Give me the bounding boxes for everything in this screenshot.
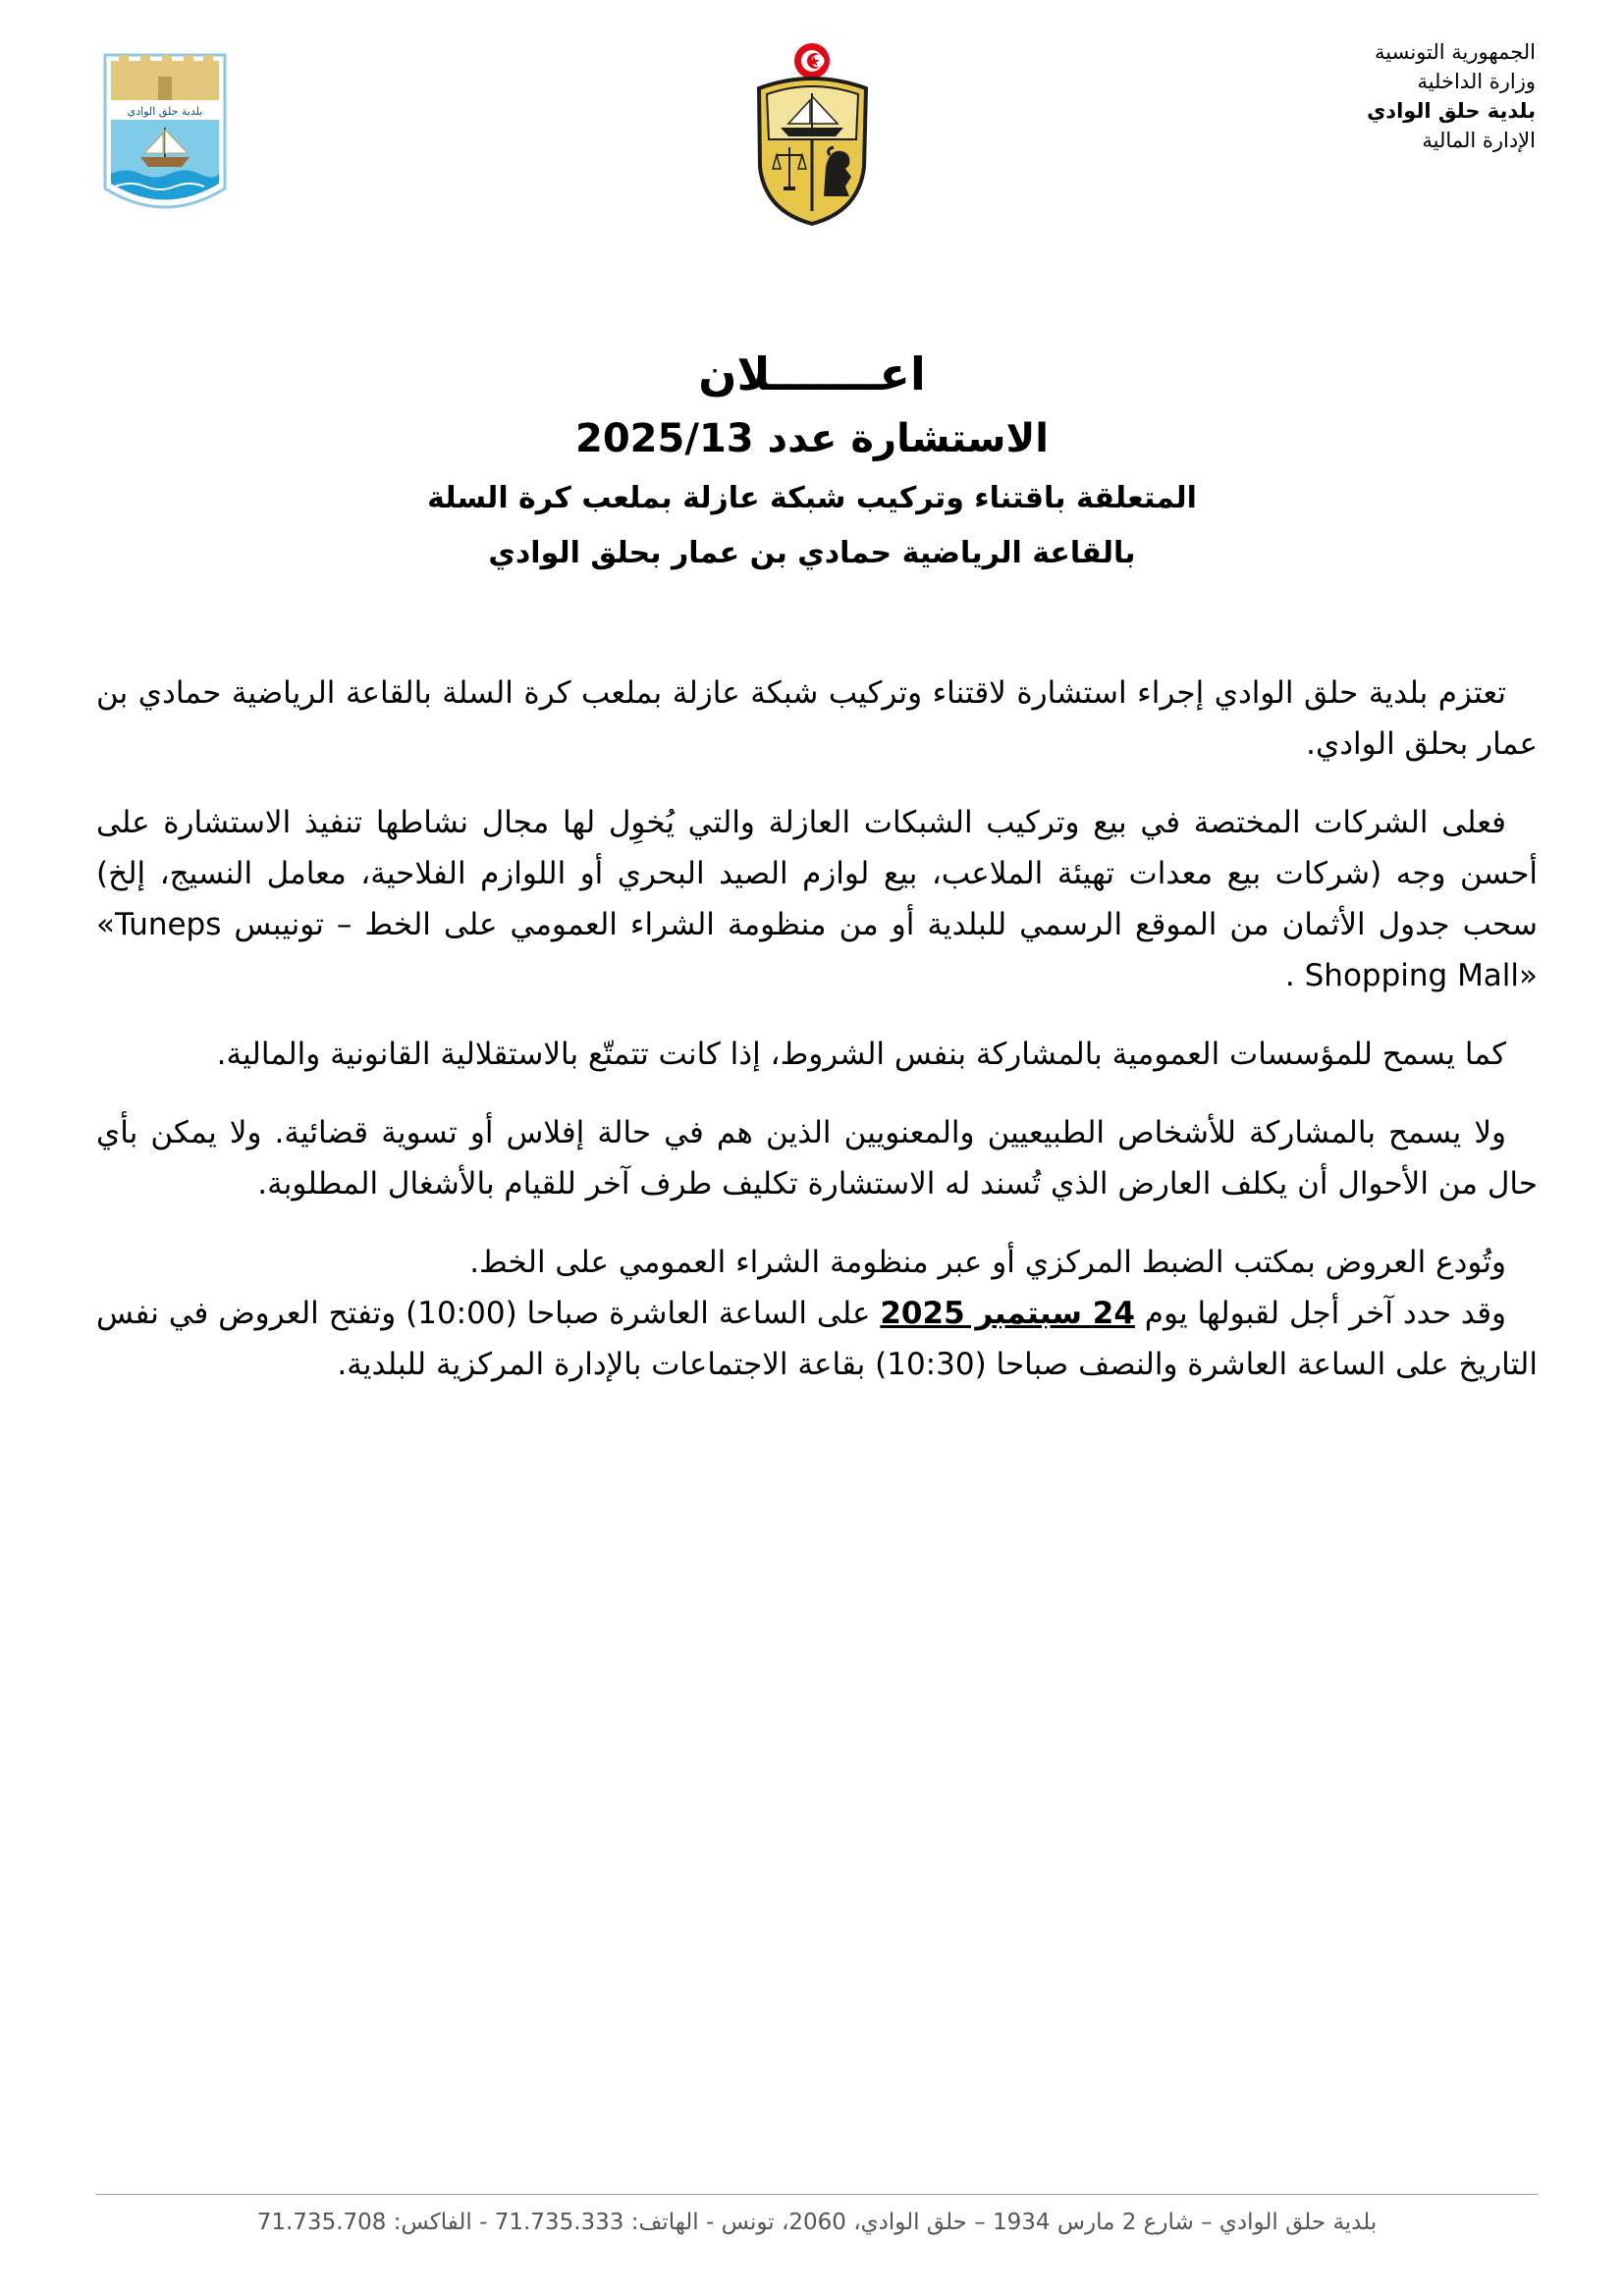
paragraph-eligible-companies <box>96 797 1538 1001</box>
footer-divider <box>96 2194 1538 2195</box>
paragraph-exclusions: ولا يسمح بالمشاركة للأشخاص الطبيعيين والمعنويين الذين هم في حالة إفلاس أو تسوية قضائية. ولا يمكن بأي حال من الأحوال أن يكلف العارض الذي تُسند له الاستشارة تكليف طرف آخر للقيام بالأشغال المطلوبة. <box>96 1115 1538 1201</box>
announcement-heading <box>295 342 1329 581</box>
announcement-title: اعـــــــلان <box>698 347 926 400</box>
paragraph-intro: تعتزم بلدية حلق الوادي إجراء استشارة لاقتناء وتركيب شبكة عازلة بملعب كرة السلة بالقاعة الرياضية حمادي بن عمار بحلق الوادي. <box>96 675 1538 762</box>
paragraph-submission: وتُودع العروض بمكتب الضبط المركزي أو عبر منظومة الشراء العمومي على الخط. <box>469 1245 1506 1280</box>
announcement-body <box>96 667 1538 1417</box>
deadline-text-start: وقد حدد آخر أجل لقبولها يوم <box>1134 1296 1506 1331</box>
national-emblem <box>751 39 874 226</box>
paragraph-eligible-text: فعلى الشركات المختصة في بيع وتركيب الشبكات العازلة والتي يُخوِل لها مجال نشاطها تنفيذ الاستشارة على أحسن وجه (شركات بيع معدات تهيئة الملاعب، بيع لوازم الصيد البحري أو اللوازم الفلاحية، معامل النسيج، إلخ) سحب جدول الأثمان من الموقع الرسمي للبلدية أو من منظومة الشراء العمومي على الخط – تونيبس <box>96 805 1538 942</box>
deadline-date: 24 سبتمبر 2025 <box>880 1296 1135 1331</box>
municipality-logo-image <box>101 51 229 226</box>
municipality-name: بلدية حلق الوادي <box>1367 99 1536 123</box>
subject-line-1: المتعلقة باقتناء وتركيب شبكة عازلة بملعب كرة السلة <box>427 481 1197 515</box>
subject-line-2: بالقاعة الرياضية حمادي بن عمار بحلق الوادي <box>488 536 1136 570</box>
municipality-logo <box>101 51 229 226</box>
department-name: الإدارة المالية <box>1422 129 1536 152</box>
footer-contact: بلدية حلق الوادي – شارع 2 مارس 1934 – حلق الوادي، 2060، تونس - الهاتف: 71.735.333 - الفاكس: 71.735.708 <box>256 2210 1378 2235</box>
paragraph-public-institutions: كما يسمح للمؤسسات العمومية بالمشاركة بنفس الشروط، إذا كانت تتمتّع بالاستقلالية القانونية والمالية. <box>216 1037 1506 1072</box>
letterhead <box>1241 37 1536 155</box>
paragraph-deadline <box>96 1288 1538 1390</box>
deadline-text-end: على الساعة العاشرة صباحا (10:00) وتفتح العروض في نفس التاريخ على الساعة العاشرة والنصف صباحا (10:30) بقاعة الاجتماعات بالإدارة المركزية للبلدية. <box>96 1296 1538 1382</box>
republic-name: الجمهورية التونسية <box>1375 40 1536 64</box>
coat-of-arms-icon <box>751 39 874 226</box>
consultation-number: الاستشارة عدد 2025/13 <box>575 416 1049 461</box>
paragraph-eligible-end: . <box>1284 958 1305 993</box>
ministry-name: وزارة الداخلية <box>1417 70 1536 93</box>
logo-caption: بلدية حلق الوادي <box>127 105 203 118</box>
tuneps-name: «Tuneps Shopping Mall» <box>96 907 1538 993</box>
